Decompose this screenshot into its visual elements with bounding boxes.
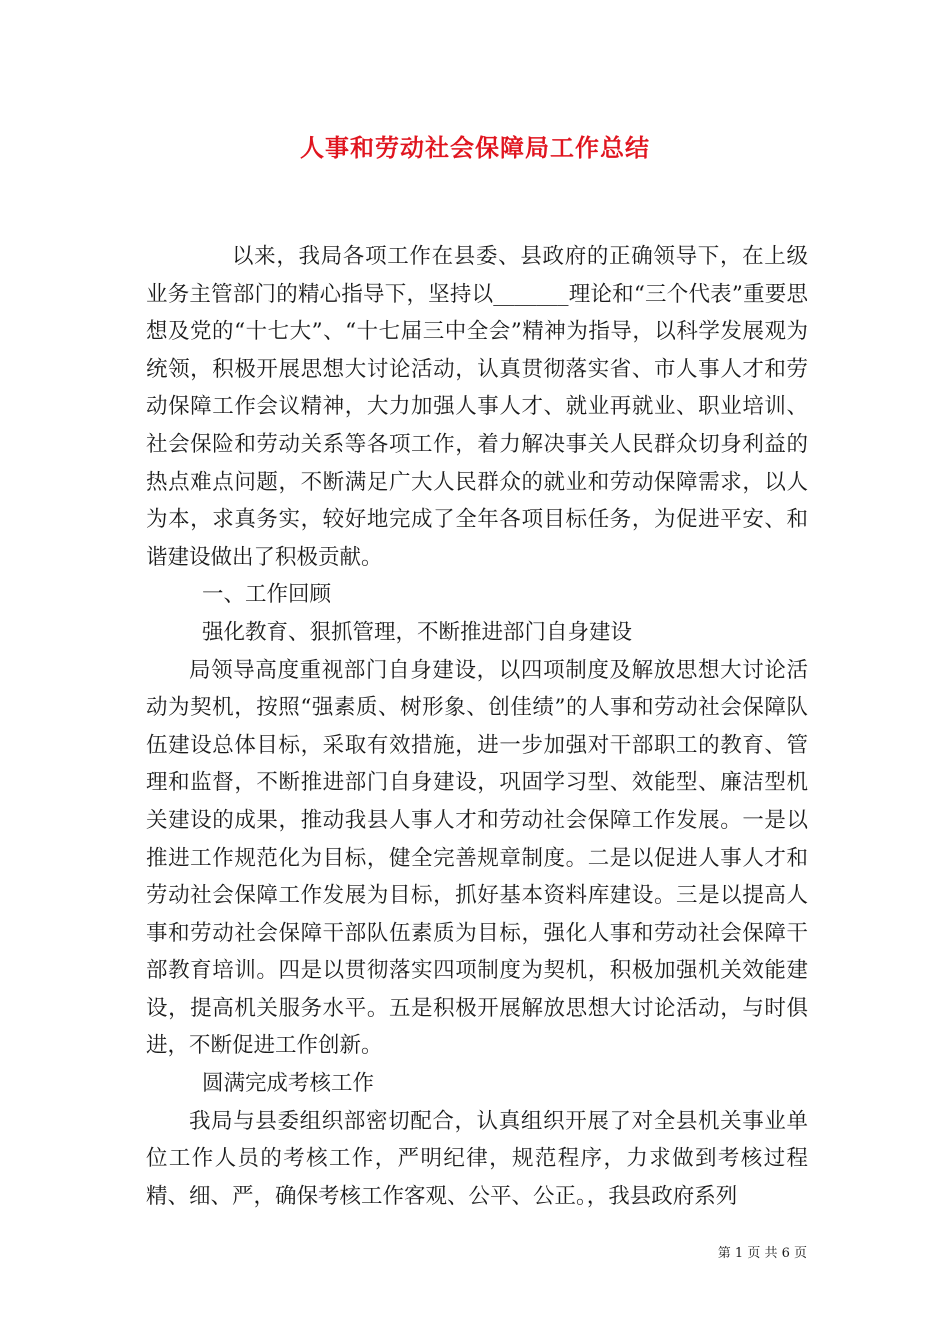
intro-paragraph: 以来，我局各项工作在县委、县政府的正确领导下，在上级业务主管部门的精心指导下，坚持以_______理论和“三个代表”重要思想及党的“十七大”、“十七届三中全会”精神为指导，以科学发展观为统领，积极开展思想大讨论活动，认真贯彻落实省、市人事人才和劳动保障工作会议精神，大力加强人事人才、就业再就业、职业培训、社会保险和劳动关系等各项工作，着力解决事关人民群众切身利益的热点难点问题，不断满足广大人民群众的就业和劳动保障需求，以人为本，求真务实，较好地完成了全年各项目标任务，为促进平安、和谐建设做出了积极贡献。 (146, 244, 808, 570)
subheading-assessment: 圆满完成考核工作 (202, 1071, 375, 1097)
document-body (146, 238, 808, 1215)
assessment-paragraph: 我局与县委组织部密切配合，认真组织开展了对全县机关事业单位工作人员的考核工作，严明纪律，规范程序，力求做到考核过程精、细、严，确保考核工作客观、公平、公正。，我县政府系列 (146, 1108, 808, 1209)
self-construction-paragraph: 局领导高度重视部门自身建设，以四项制度及解放思想大讨论活动为契机，按照“强素质、树形象、创佳绩”的人事和劳动社会保障队伍建设总体目标，采取有效措施，进一步加强对干部职工的教育、管理和监督，不断推进部门自身建设，巩固学习型、效能型、廉洁型机关建设的成果，推动我县人事人才和劳动社会保障工作发展。一是以推进工作规范化为目标，健全完善规章制度。二是以促进人事人才和劳动社会保障工作发展为目标，抓好基本资料库建设。三是以提高人事和劳动社会保障干部队伍素质为目标，强化人事和劳动社会保障干部教育培训。四是以贯彻落实四项制度为契机，积极加强机关效能建设，提高机关服务水平。五是积极开展解放思想大讨论活动，与时俱进，不断促进工作创新。 (146, 657, 808, 1059)
page-number: 第 1 页 共 6 页 (717, 1246, 807, 1261)
section-heading-work-review: 一、工作回顾 (202, 582, 332, 608)
subheading-self-construction: 强化教育、狠抓管理，不断推进部门自身建设 (202, 619, 633, 645)
document-title: 人事和劳动社会保障局工作总结 (300, 133, 650, 162)
